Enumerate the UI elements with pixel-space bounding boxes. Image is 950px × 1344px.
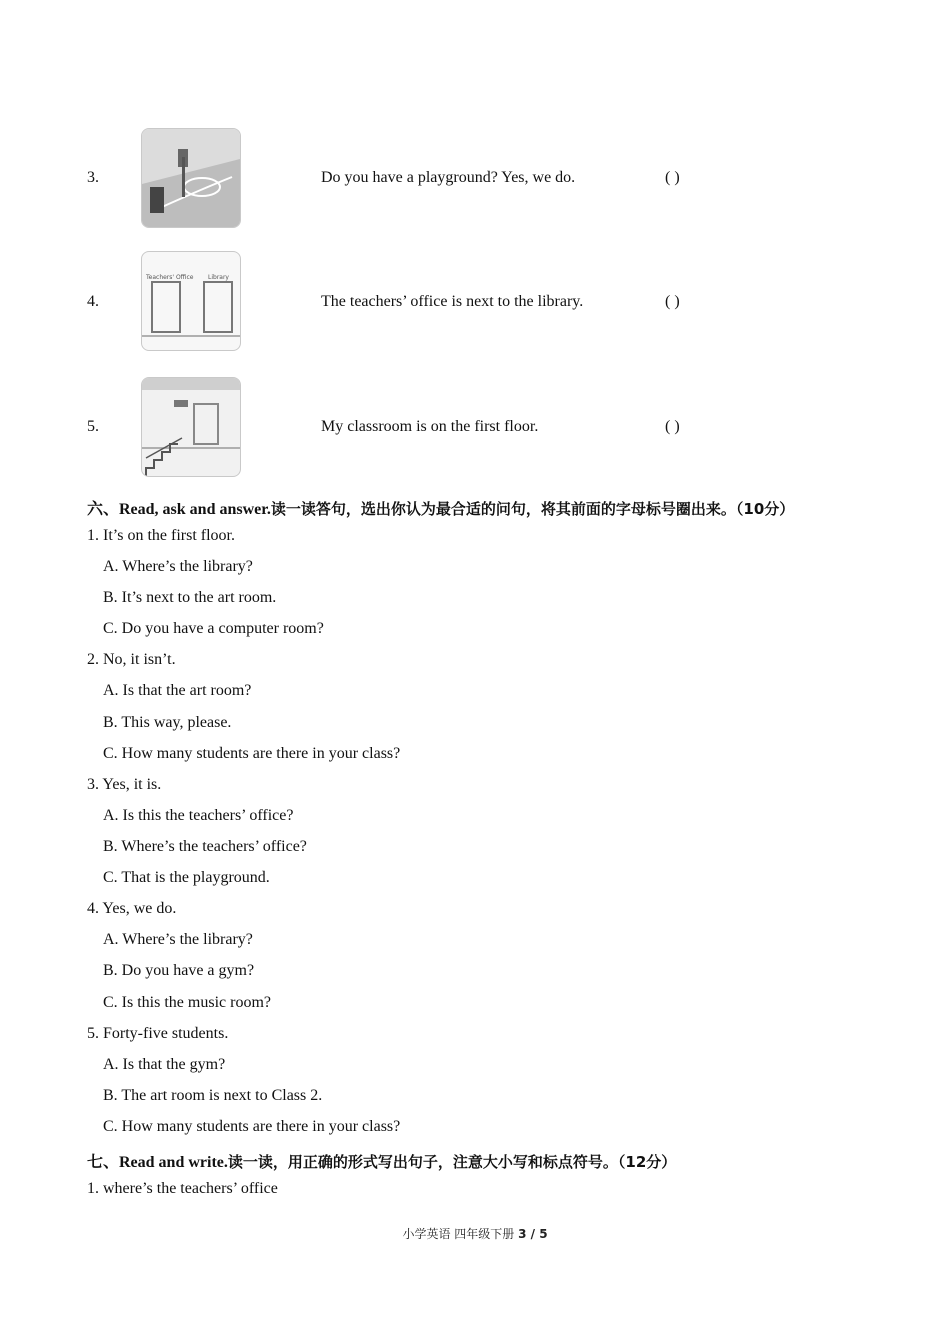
option-b[interactable]: B. The art room is next to Class 2.	[103, 1087, 323, 1104]
question-text: 3. Yes, it is.	[87, 776, 162, 793]
answer-paren[interactable]: ( )	[665, 418, 680, 435]
answer-paren[interactable]: ( )	[665, 169, 680, 186]
section-title-cn: 读一读答句，选出你认为最合适的问句，将其前面的字母标号圈出来。（10分）	[270, 500, 795, 518]
write-item-1: 1. where’s the teachers’ office	[87, 1180, 278, 1197]
question-text: 1. It’s on the first floor.	[87, 527, 235, 544]
option-c[interactable]: C. Do you have a computer room?	[103, 620, 324, 637]
option-c[interactable]: C. How many students are there in your class?	[103, 1118, 401, 1135]
footer-subject: 小学英语 四年级下册	[402, 1227, 515, 1241]
section-6-title	[87, 496, 794, 519]
question-text: 4. Yes, we do.	[87, 900, 177, 917]
match-sentence: Do you have a playground? Yes, we do.	[321, 169, 576, 186]
doors-icon	[141, 251, 241, 351]
playground-icon	[141, 128, 241, 228]
section-title-en: 七、Read and write.	[87, 1154, 228, 1171]
item-number: 3.	[87, 169, 99, 186]
question-text: 2. No, it isn’t.	[87, 651, 176, 668]
option-a[interactable]: A. Is that the art room?	[103, 682, 252, 699]
question-text: 5. Forty-five students.	[87, 1025, 229, 1042]
sign-right: Library	[208, 274, 229, 281]
option-a[interactable]: A. Is this the teachers’ office?	[103, 807, 294, 824]
stairs-icon	[141, 377, 241, 477]
option-c[interactable]: C. That is the playground.	[103, 869, 270, 886]
option-c[interactable]: C. Is this the music room?	[103, 994, 271, 1011]
option-b[interactable]: B. Do you have a gym?	[103, 962, 255, 979]
match-sentence: The teachers’ office is next to the library.	[321, 293, 584, 310]
option-a[interactable]: A. Where’s the library?	[103, 931, 253, 948]
option-b[interactable]: B. It’s next to the art room.	[103, 589, 277, 606]
item-number: 5.	[87, 418, 99, 435]
item-number: 4.	[87, 293, 99, 310]
option-a[interactable]: A. Is that the gym?	[103, 1056, 226, 1073]
match-sentence: My classroom is on the first floor.	[321, 418, 539, 435]
sign-left: Teachers' Office	[146, 274, 194, 281]
option-a[interactable]: A. Where’s the library?	[103, 558, 253, 575]
section-7-title	[87, 1149, 676, 1172]
option-b[interactable]: B. This way, please.	[103, 714, 232, 731]
section-title-en: 六、Read, ask and answer.	[87, 501, 271, 518]
page-footer	[0, 1225, 950, 1242]
section-title-cn: 读一读，用正确的形式写出句子，注意大小写和标点符号。（12分）	[227, 1153, 677, 1171]
page-number: 3 / 5	[518, 1227, 548, 1241]
option-c[interactable]: C. How many students are there in your class?	[103, 745, 401, 762]
option-b[interactable]: B. Where’s the teachers’ office?	[103, 838, 307, 855]
answer-paren[interactable]: ( )	[665, 293, 680, 310]
